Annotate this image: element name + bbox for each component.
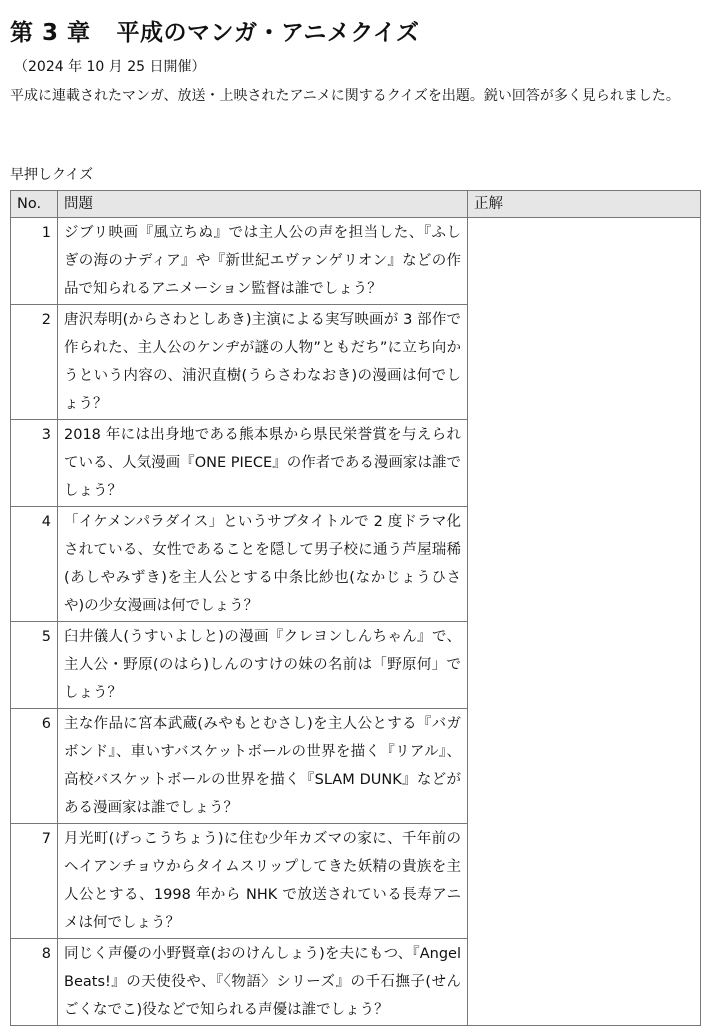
question-text: 同じく声優の小野賢章(おのけんしょう)を夫にもつ、『Angel Beats!』の天使役や、『〈物語〉シリーズ』の千石撫子(せんごくなでこ)役などで知られる声優は誰でしょう？: [58, 939, 468, 1026]
row-number: 6: [11, 709, 58, 824]
row-number: 7: [11, 824, 58, 939]
header-question: 問題: [58, 191, 468, 218]
intro-paragraph: 平成に連載されたマンガ、放送・上映されたアニメに関するクイズを出題。鋭い回答が多く見られました。: [10, 88, 680, 104]
question-text: 「イケメンパラダイス」というサブタイトルで 2 度ドラマ化されている、女性であることを隠して男子校に通う芦屋瑞稀(あしやみずき)を主人公とする中条比紗也(なかじょうひさや)の少女漫画は何でしょう？: [58, 507, 468, 622]
row-number: 1: [11, 218, 58, 305]
question-text: ジブリ映画『風立ちぬ』では主人公の声を担当した、『ふしぎの海のナディア』や『新世紀エヴァンゲリオン』などの作品で知られるアニメーション監督は誰でしょう？: [58, 218, 468, 305]
row-number: 3: [11, 420, 58, 507]
quiz-table: [10, 190, 701, 1026]
chapter-label: 第 3 章: [10, 20, 91, 46]
question-text: 主な作品に宮本武蔵(みやもとむさし)を主人公とする『バガボンド』、車いすバスケットボールの世界を描く『リアル』、高校バスケットボールの世界を描く『SLAM DUNK』などがある漫画家は誰でしょう？: [58, 709, 468, 824]
question-text: 月光町(げっこうちょう)に住む少年カズマの家に、千年前のヘイアンチョウからタイムスリップしてきた妖精の貴族を主人公とする、1998 年から NHK で放送されている長寿アニメは何でしょう？: [58, 824, 468, 939]
chapter-title-text: 平成のマンガ・アニメクイズ: [116, 20, 420, 46]
answer-cell: [468, 218, 701, 1026]
event-date: （2024 年 10 月 25 日開催）: [14, 59, 206, 75]
table-row: [11, 218, 701, 305]
row-number: 4: [11, 507, 58, 622]
section-label: 早押しクイズ: [10, 167, 94, 183]
header-no: No.: [11, 191, 58, 218]
table-header-row: [11, 191, 701, 218]
row-number: 8: [11, 939, 58, 1026]
row-number: 5: [11, 622, 58, 709]
header-answer: 正解: [468, 191, 701, 218]
question-text: 臼井儀人(うすいよしと)の漫画『クレヨンしんちゃん』で、主人公・野原(のはら)しんのすけの妹の名前は「野原何」でしょう？: [58, 622, 468, 709]
question-text: 唐沢寿明(からさわとしあき)主演による実写映画が 3 部作で作られた、主人公のケンヂが謎の人物”ともだち”に立ち向かうという内容の、浦沢直樹(うらさわなおき)の漫画は何でしょう？: [58, 305, 468, 420]
question-text: 2018 年には出身地である熊本県から県民栄誉賞を与えられている、人気漫画『ONE PIECE』の作者である漫画家は誰でしょう？: [58, 420, 468, 507]
row-number: 2: [11, 305, 58, 420]
chapter-title: [10, 14, 420, 47]
